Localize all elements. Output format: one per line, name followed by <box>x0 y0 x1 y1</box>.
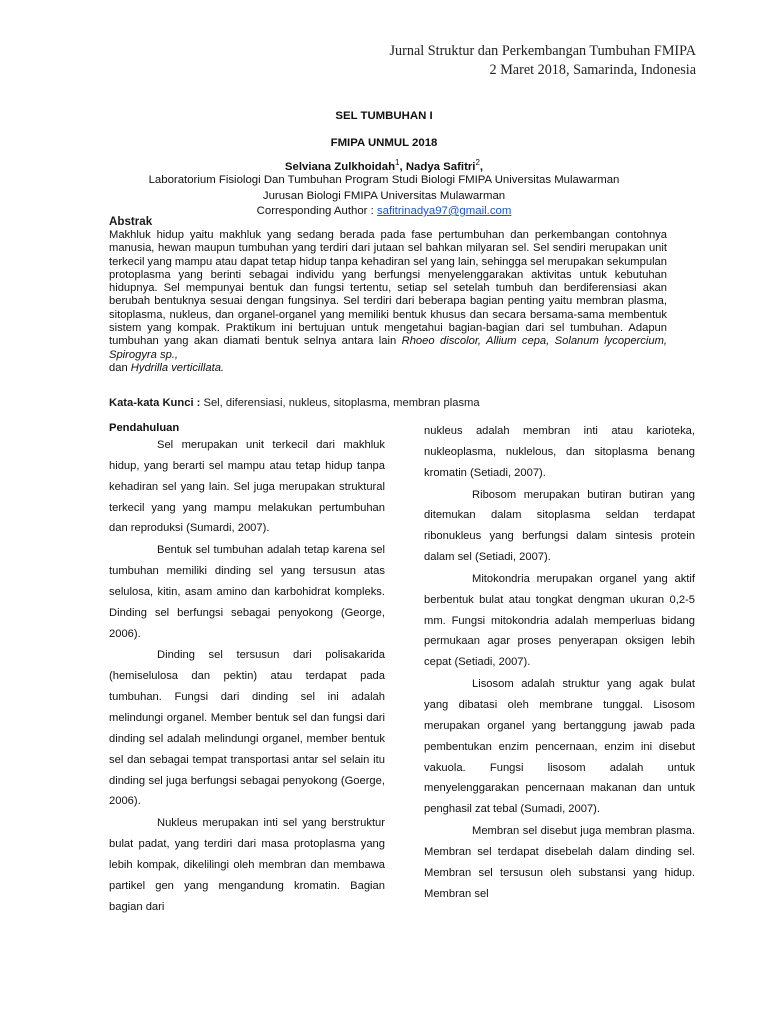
abstract-heading: Abstrak <box>109 215 153 228</box>
journal-date-place: 2 Maret 2018, Samarinda, Indonesia <box>489 61 696 78</box>
corresponding-email-link[interactable]: safitrinadya97@gmail.com <box>376 205 512 217</box>
right-column <box>424 421 695 905</box>
journal-name: Jurnal Struktur dan Perkembangan Tumbuhan FMIPA <box>389 43 696 59</box>
affiliation-block <box>0 173 768 220</box>
abstract-body: Makhluk hidup yaitu makhluk yang sedang berada pada fase pertumbuhan dan perkembangan contohnya manusia, hewan maupun tumbuhan yang terdiri dari jutaan sel bahkan milyaran sel. Sel sendiri merupakan unit terkecil yang mampu atau dapat tetap hidup tanpa kehadiran sel yang lain, sehingga sel merupakan sekumpulan protoplasma yang berinti sebagai individu yang berfungsi menyelenggarakan aktivitas untuk kebutuhan hidupnya. Sel mempunyai bentuk dan fungsi tertentu, setiap sel setelah tumbuh dan berdiferensiasi akan berubah bentuknya sesuai dengan fungsinya. Sel terdiri dari beberapa bagian penting yaitu membran plasma, sitoplasma, nukleus, dan organel-organel yang memiliki bentuk khusus dan secara bersama-sama membentuk sistem yang kompak. Praktikum ini bertujuan untuk mengetahui bagian-bagian dari sel tumbuhan. Adapun tumbuhan yang akan diamati bentuk selnya antara lain <box>109 229 667 348</box>
journal-header <box>390 42 696 79</box>
keywords-line <box>109 397 480 409</box>
author-line <box>0 158 768 173</box>
author-trailing: , <box>479 160 484 173</box>
keywords-value: Sel, diferensiasi, nukleus, sitoplasma, membran plasma <box>200 397 480 409</box>
author-2-sup: 2 <box>475 158 480 167</box>
affiliation-line-1: Laboratorium Fisiologi Dan Tumbuhan Program Studi Biologi FMIPA Universitas Mulawarman <box>148 174 620 186</box>
section-heading-pendahuluan: Pendahuluan <box>109 422 180 434</box>
abstract-species-last: Hydrilla verticillata. <box>130 361 225 374</box>
right-paragraph-2: Mitokondria merupakan organel yang aktif berbentuk bulat atau tongkat dengman ukuran 0,2-5 mm. Fungsi mitokondria adalah memperluas bidang permukaan agar proses penyerapan oksigen lebih cepat (Setiadi, 2007). <box>424 572 695 669</box>
abstract-text <box>109 229 667 375</box>
paper-subtitle: FMIPA UNMUL 2018 <box>330 137 438 149</box>
left-paragraph-3: Dinding sel tersusun dari polisakarida (hemiselulosa dan pektin) atau terdapat pada tumbuhan. Fungsi dari dinding sel ini adalah melindungi organel. Member bentuk sel dan fungsi dari dinding sel adalah melindungi organel, member bentuk sel dan sebagai tempat transportasi antar sel selain itu dinding sel juga berfungsi sebagai penyokong (Goerge, 2006). <box>109 649 385 808</box>
right-paragraph-1: Ribosom merupakan butiran butiran yang ditemukan dalam sitoplasma seldan terdapat ribonukleus yang berfungsi dalam sintesis protein dalam sel (Setiadi, 2007). <box>424 488 695 564</box>
left-paragraph-1: Sel merupakan unit terkecil dari makhluk hidup, yang berarti sel mampu atau tetap hidup tanpa kehadiran sel yang lain. Sel juga merupakan struktural terkecil yang yang mampu melakukan pertumbuhan dan reproduksi (Sumardi, 2007). <box>109 439 385 535</box>
author-1-sup: 1 <box>395 158 400 167</box>
right-paragraph-3: Lisosom adalah struktur yang agak bulat yang dibatasi oleh membrane tunggal. Lisosom merupakan organel yang bertanggung jawab pada pembentukan enzim pencernaan, enzim ini disebut vakuola. Fungsi lisosom adalah untuk menyelenggarakan pencernaan makanan dan untuk penghasil zat tebal (Sumadi, 2007). <box>424 678 695 816</box>
corresponding-label: Corresponding Author : <box>256 205 377 217</box>
left-column <box>109 421 385 918</box>
affiliation-line-2: Jurusan Biologi FMIPA Universitas Mulawarman <box>262 189 506 202</box>
abstract-end: dan <box>109 361 131 374</box>
keywords-label: Kata-kata Kunci : <box>109 397 201 409</box>
author-2: Nadya Safitri <box>405 160 476 173</box>
paper-title: SEL TUMBUHAN I <box>335 110 433 122</box>
abstract-species: Rhoeo discolor, Allium cepa, Solanum lycopercium, Spirogyra sp., <box>109 335 667 361</box>
author-separator: , <box>399 160 406 173</box>
right-paragraph-4: Membran sel disebut juga membran plasma. Membran sel terdapat disebelah dalam dinding sel. Membran sel tersusun oleh substansi yang hidup. Membran sel <box>424 825 695 900</box>
left-paragraph-4: Nukleus merupakan inti sel yang berstruktur bulat padat, yang terdiri dari masa protoplasma yang lebih kompak, dikelilingi oleh membran dan membawa partikel gen yang mengandung kromatin. Bagian bagian dari <box>109 817 385 913</box>
right-paragraph-0: nukleus adalah membran inti atau karioteka, nukleoplasma, nuklelous, dan sitoplasma benang kromatin (Setiadi, 2007). <box>424 425 695 479</box>
author-1: Selviana Zulkhoidah <box>284 160 396 173</box>
left-paragraph-2: Bentuk sel tumbuhan adalah tetap karena sel tumbuhan memiliki dinding sel yang tersusun atas selulosa, kitin, asam amino dan karbohidrat kompleks. Dinding sel berfungsi sebagai penyokong (George, 2006). <box>109 544 385 640</box>
